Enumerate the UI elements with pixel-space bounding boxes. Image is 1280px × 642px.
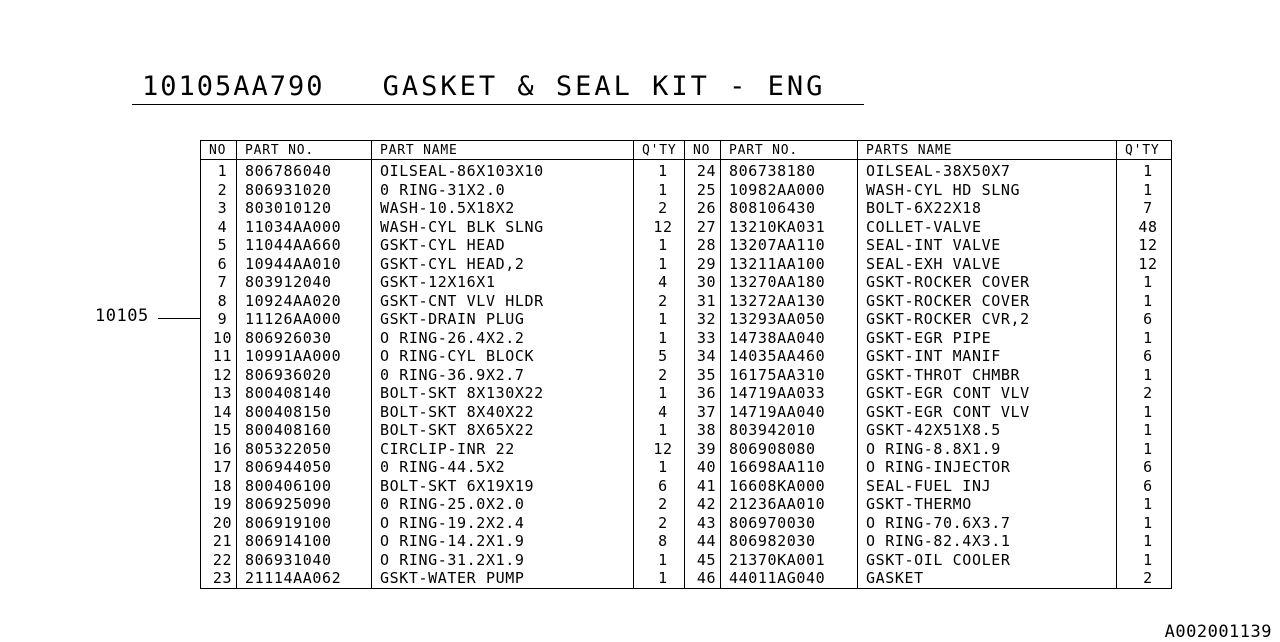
part-number: 806926030 [237,329,372,348]
table-row [201,532,1172,551]
callout-label: 10105 [95,306,149,326]
part-number: 806931040 [237,551,372,570]
part-name: O RING-19.2X2.4 [372,514,634,533]
part-name: 0 RING-25.0X2.0 [372,495,634,514]
part-number: 806982030 [721,532,858,551]
item-number: 39 [685,440,721,459]
part-name: 0 RING-31X2.0 [372,181,634,200]
item-number: 46 [685,569,721,588]
header-no: NO [201,141,237,160]
item-number: 32 [685,310,721,329]
table-row [201,403,1172,422]
item-number: 18 [201,477,237,496]
part-number: 805322050 [237,440,372,459]
item-number: 2 [201,181,237,200]
part-number: 10944AA010 [237,255,372,274]
quantity: 48 [1117,218,1172,237]
part-name: O RING-CYL BLOCK [372,347,634,366]
item-number: 14 [201,403,237,422]
quantity: 1 [1117,440,1172,459]
part-number: 13207AA110 [721,236,858,255]
quantity: 6 [1117,477,1172,496]
quantity: 1 [1117,160,1172,181]
part-number: 800408140 [237,384,372,403]
part-number: 16608KA000 [721,477,858,496]
part-number: 13211AA100 [721,255,858,274]
quantity: 12 [634,440,685,459]
part-name: SEAL-FUEL INJ [858,477,1117,496]
item-number: 24 [685,160,721,181]
item-number: 34 [685,347,721,366]
part-number: 806914100 [237,532,372,551]
quantity: 1 [1117,421,1172,440]
part-number: 808106430 [721,199,858,218]
item-number: 31 [685,292,721,311]
part-name: GSKT-CNT VLV HLDR [372,292,634,311]
part-number: 806936020 [237,366,372,385]
reference-code: A002001139 [1164,622,1272,642]
part-name: GSKT-12X16X1 [372,273,634,292]
item-number: 3 [201,199,237,218]
part-number: 21370KA001 [721,551,858,570]
quantity: 2 [634,366,685,385]
quantity: 1 [1117,495,1172,514]
item-number: 23 [201,569,237,588]
item-number: 4 [201,218,237,237]
part-number: 806944050 [237,458,372,477]
part-name: O RING-26.4X2.2 [372,329,634,348]
part-name: O RING-70.6X3.7 [858,514,1117,533]
part-name: GSKT-ROCKER COVER [858,273,1117,292]
quantity: 12 [1117,236,1172,255]
quantity: 6 [634,477,685,496]
table-row [201,384,1172,403]
header-no-2: NO [685,141,721,160]
part-number: 14738AA040 [721,329,858,348]
part-name: OILSEAL-86X103X10 [372,160,634,181]
table-row [201,514,1172,533]
part-name: WASH-CYL BLK SLNG [372,218,634,237]
item-number: 25 [685,181,721,200]
part-name: O RING-82.4X3.1 [858,532,1117,551]
quantity: 1 [1117,273,1172,292]
part-name: GSKT-WATER PUMP [372,569,634,588]
quantity: 4 [634,273,685,292]
table-row [201,347,1172,366]
part-number: 21114AA062 [237,569,372,588]
table-row [201,181,1172,200]
table-row [201,310,1172,329]
quantity: 1 [634,421,685,440]
item-number: 37 [685,403,721,422]
item-number: 11 [201,347,237,366]
part-name: BOLT-SKT 8X130X22 [372,384,634,403]
part-number: 803912040 [237,273,372,292]
item-number: 5 [201,236,237,255]
quantity: 1 [634,255,685,274]
quantity: 1 [1117,403,1172,422]
quantity: 1 [1117,551,1172,570]
item-number: 38 [685,421,721,440]
table-row [201,551,1172,570]
part-name: GSKT-THERMO [858,495,1117,514]
item-number: 36 [685,384,721,403]
header-part-no: PART NO. [237,141,372,160]
part-number: 14719AA033 [721,384,858,403]
part-name: GSKT-EGR CONT VLV [858,384,1117,403]
header-parts-name-2: PARTS NAME [858,141,1117,160]
part-number: 806738180 [721,160,858,181]
part-number: 806919100 [237,514,372,533]
part-number: 11044AA660 [237,236,372,255]
quantity: 2 [634,495,685,514]
item-number: 21 [201,532,237,551]
table-row [201,366,1172,385]
item-number: 7 [201,273,237,292]
part-name: BOLT-SKT 8X40X22 [372,403,634,422]
item-number: 28 [685,236,721,255]
item-number: 12 [201,366,237,385]
item-number: 15 [201,421,237,440]
quantity: 1 [1117,292,1172,311]
table-row [201,199,1172,218]
quantity: 1 [634,181,685,200]
item-number: 6 [201,255,237,274]
part-name: GSKT-CYL HEAD,2 [372,255,634,274]
item-number: 43 [685,514,721,533]
item-number: 35 [685,366,721,385]
quantity: 4 [634,403,685,422]
parts-table [200,140,1172,589]
quantity: 5 [634,347,685,366]
part-name: O RING-INJECTOR [858,458,1117,477]
item-number: 29 [685,255,721,274]
part-number: 10982AA000 [721,181,858,200]
quantity: 1 [1117,181,1172,200]
part-number: 11126AA000 [237,310,372,329]
part-number: 10924AA020 [237,292,372,311]
part-name: BOLT-SKT 8X65X22 [372,421,634,440]
item-number: 1 [201,160,237,181]
part-number: 806908080 [721,440,858,459]
part-number: 800408160 [237,421,372,440]
part-number: 803942010 [721,421,858,440]
table-row [201,255,1172,274]
part-number: 11034AA000 [237,218,372,237]
item-number: 33 [685,329,721,348]
quantity: 1 [634,458,685,477]
part-number: 16698AA110 [721,458,858,477]
quantity: 1 [634,384,685,403]
part-number: 21236AA010 [721,495,858,514]
header-qty: Q'TY [634,141,685,160]
part-number: 13210KA031 [721,218,858,237]
header-part-no-2: PART NO. [721,141,858,160]
item-number: 20 [201,514,237,533]
callout-leader-line [158,318,200,319]
item-number: 26 [685,199,721,218]
quantity: 6 [1117,458,1172,477]
quantity: 1 [634,236,685,255]
part-number: 806925090 [237,495,372,514]
part-name: SEAL-EXH VALVE [858,255,1117,274]
part-name: WASH-10.5X18X2 [372,199,634,218]
part-number: 806931020 [237,181,372,200]
quantity: 2 [1117,569,1172,588]
table-row [201,218,1172,237]
part-name: O RING-14.2X1.9 [372,532,634,551]
item-number: 17 [201,458,237,477]
table-row [201,477,1172,496]
quantity: 12 [634,218,685,237]
quantity: 1 [634,160,685,181]
item-number: 22 [201,551,237,570]
item-number: 44 [685,532,721,551]
header-qty-2: Q'TY [1117,141,1172,160]
part-name: GSKT-OIL COOLER [858,551,1117,570]
table-row [201,329,1172,348]
quantity: 2 [1117,384,1172,403]
quantity: 1 [634,310,685,329]
part-number: 10991AA000 [237,347,372,366]
part-name: GSKT-DRAIN PLUG [372,310,634,329]
item-number: 19 [201,495,237,514]
table-row [201,273,1172,292]
part-number: 800406100 [237,477,372,496]
table-row [201,569,1172,588]
item-number: 45 [685,551,721,570]
part-number: 14719AA040 [721,403,858,422]
part-name: GSKT-ROCKER CVR,2 [858,310,1117,329]
part-name: COLLET-VALVE [858,218,1117,237]
part-number: 803010120 [237,199,372,218]
part-name: 0 RING-36.9X2.7 [372,366,634,385]
part-name: GSKT-EGR CONT VLV [858,403,1117,422]
part-number: 13293AA050 [721,310,858,329]
part-name: O RING-31.2X1.9 [372,551,634,570]
quantity: 7 [1117,199,1172,218]
part-name: GSKT-CYL HEAD [372,236,634,255]
table-row [201,458,1172,477]
part-name: 0 RING-44.5X2 [372,458,634,477]
parts-table-body [201,160,1172,589]
part-number: 13272AA130 [721,292,858,311]
diagram-title [132,70,864,105]
part-name: GSKT-EGR PIPE [858,329,1117,348]
table-row [201,421,1172,440]
part-number: 800408150 [237,403,372,422]
part-number: 806786040 [237,160,372,181]
part-number: 44011AG040 [721,569,858,588]
item-number: 27 [685,218,721,237]
quantity: 1 [1117,366,1172,385]
quantity: 2 [634,199,685,218]
table-row [201,292,1172,311]
table-row [201,495,1172,514]
item-number: 42 [685,495,721,514]
part-name: GASKET [858,569,1117,588]
item-number: 16 [201,440,237,459]
quantity: 2 [634,514,685,533]
item-number: 30 [685,273,721,292]
quantity: 1 [1117,329,1172,348]
kit-name: GASKET & SEAL KIT - ENG [382,71,826,102]
item-number: 41 [685,477,721,496]
quantity: 8 [634,532,685,551]
quantity: 1 [634,551,685,570]
quantity: 6 [1117,347,1172,366]
header-part-name: PART NAME [372,141,634,160]
quantity: 6 [1117,310,1172,329]
item-number: 40 [685,458,721,477]
part-name: OILSEAL-38X50X7 [858,160,1117,181]
part-name: GSKT-INT MANIF [858,347,1117,366]
quantity: 2 [634,292,685,311]
part-name: O RING-8.8X1.9 [858,440,1117,459]
part-number: 14035AA460 [721,347,858,366]
table-row [201,440,1172,459]
table-row [201,160,1172,181]
part-number: 13270AA180 [721,273,858,292]
part-number: 16175AA310 [721,366,858,385]
table-header-row [201,141,1172,160]
part-name: BOLT-6X22X18 [858,199,1117,218]
quantity: 1 [634,329,685,348]
part-number: 806970030 [721,514,858,533]
part-name: SEAL-INT VALVE [858,236,1117,255]
part-name: BOLT-SKT 6X19X19 [372,477,634,496]
quantity: 12 [1117,255,1172,274]
item-number: 13 [201,384,237,403]
part-name: GSKT-THROT CHMBR [858,366,1117,385]
part-name: GSKT-ROCKER COVER [858,292,1117,311]
quantity: 1 [1117,532,1172,551]
item-number: 10 [201,329,237,348]
part-name: CIRCLIP-INR 22 [372,440,634,459]
kit-part-number: 10105AA790 [142,71,325,102]
quantity: 1 [1117,514,1172,533]
quantity: 1 [634,569,685,588]
item-number: 8 [201,292,237,311]
table-row [201,236,1172,255]
part-name: GSKT-42X51X8.5 [858,421,1117,440]
part-name: WASH-CYL HD SLNG [858,181,1117,200]
item-number: 9 [201,310,237,329]
